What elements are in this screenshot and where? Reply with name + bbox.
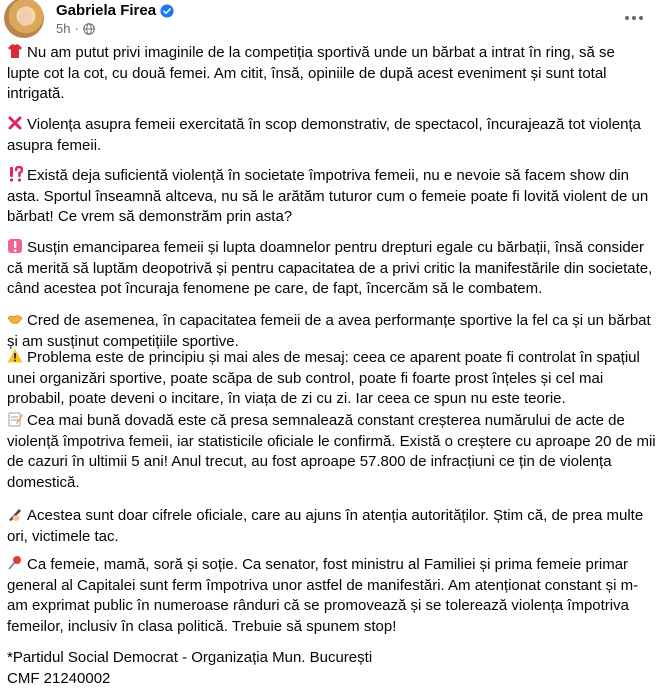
post-text-line xyxy=(7,136,641,157)
post-text: că merită să luptăm deopotrivă și pentru capacitatea de a privi critic la manifestările din societate, xyxy=(7,260,652,277)
post-text: probabil, poate deveni o incitare, în viața de zi cu zi. Iar ceea ce spun nu este teorie. xyxy=(7,390,566,407)
post-text: când acestea pot încuraja fenomene pe care, de fapt, încercăm să le combatem. xyxy=(7,280,542,297)
post-paragraph xyxy=(7,166,648,228)
post-paragraph xyxy=(7,348,640,410)
post-text: asta. Sportul înseamnă altceva, nu să le arătăm tuturor cum o femeie poate fi lovită violent de un xyxy=(7,188,648,205)
globe-icon[interactable] xyxy=(83,23,95,35)
post-text: ori, victimele tac. xyxy=(7,528,119,545)
pushpin-icon xyxy=(7,555,23,571)
post-text-line xyxy=(7,555,638,576)
post-timestamp[interactable]: 5h xyxy=(56,21,70,36)
post-text-line xyxy=(7,576,638,597)
post-text: Violența asupra femeii exercitată în scop demonstrativ, de spectacol, încurajează tot violența xyxy=(27,116,641,133)
post-text: Cea mai bună dovadă este că presa semnalează constant creșterea numărului de acte de xyxy=(27,412,625,429)
post-paragraph xyxy=(7,238,652,300)
post-text-line xyxy=(7,617,638,638)
post-text: intrigată. xyxy=(7,85,65,102)
post-text-line xyxy=(7,84,615,105)
post-text: Cred de asemenea, în capacitatea femeii de a avea performanțe sportive la fel ca și un bărbat xyxy=(27,312,651,329)
writing-hand-icon xyxy=(7,506,23,522)
post-text: de cazuri în ultimii 5 ani! Anul trecut, au fost aproape 57.800 de infracțiuni ce țin de violența xyxy=(7,453,612,470)
post-text-line xyxy=(7,369,640,390)
verified-badge-icon xyxy=(160,4,174,18)
red-shirt-icon xyxy=(7,43,23,59)
post-paragraph xyxy=(7,43,615,105)
post-text: bărbat! Ce vrem să demonstrăm prin asta? xyxy=(7,208,292,225)
post-paragraph xyxy=(7,648,372,689)
post-text-line xyxy=(7,43,615,64)
more-options-icon xyxy=(624,15,644,21)
post-text: am exprimat public în numeroase rânduri că se promovează și se tolerează violența împotriva xyxy=(7,597,629,614)
memo-icon xyxy=(7,411,23,427)
post-text: violență împotriva femeii, iar statisticile oficiale le confirmă. Există o creștere cu aproape 20 de mii xyxy=(7,433,656,450)
post-text-line xyxy=(7,527,643,548)
warning-icon xyxy=(7,348,23,364)
post-text-line xyxy=(7,279,652,300)
post-text: *Partidul Social Democrat - Organizația Mun. București xyxy=(7,649,372,666)
post-text-line xyxy=(7,348,640,369)
post-text-line xyxy=(7,259,652,280)
post-text: general al Capitalei sunt ferm împotriva unor astfel de manifestări. Am atenționat constant și m- xyxy=(7,577,638,594)
post-text: Acestea sunt doar cifrele oficiale, care au ajuns în atenția autorităților. Știm că, de prea multe xyxy=(27,507,643,524)
post-text: asupra femeii. xyxy=(7,137,101,154)
post-text: domestică. xyxy=(7,474,80,491)
exclamation-box-icon xyxy=(7,238,23,254)
post-text: femeilor, inclusiv în clasa politică. Trebuie să spunem stop! xyxy=(7,618,396,635)
post-text-line xyxy=(7,432,656,453)
post-text: Problema este de principiu și mai ales de mesaj: ceea ce aparent poate fi controlat în spațiul xyxy=(27,349,640,366)
avatar[interactable] xyxy=(4,0,44,38)
post-paragraph xyxy=(7,411,656,493)
meta-separator: · xyxy=(74,21,78,36)
post-paragraph xyxy=(7,311,651,352)
post-text-line xyxy=(7,452,656,473)
cross-mark-icon xyxy=(7,115,23,131)
post-text: și am susținut competițiile sportive. xyxy=(7,333,239,350)
post-text-line xyxy=(7,411,656,432)
more-options-button[interactable] xyxy=(620,4,648,32)
post-text-line xyxy=(7,648,372,669)
post-text: CMF 21240002 xyxy=(7,670,110,687)
post-header xyxy=(0,0,661,42)
post-text: lupte cot la cot, cu două femei. Am citit, însă, opiniile de după acest eveniment și sunt total xyxy=(7,65,607,82)
post-text-line xyxy=(7,207,648,228)
post-text-line xyxy=(7,389,640,410)
post-text: Susțin emanciparea femeii și lupta doamnelor pentru drepturi egale cu bărbații, însă consider xyxy=(27,239,644,256)
post-text-line xyxy=(7,238,652,259)
post-paragraph xyxy=(7,506,643,547)
author-row xyxy=(56,2,174,19)
post-text-line xyxy=(7,596,638,617)
post-text-line xyxy=(7,187,648,208)
post-text-line xyxy=(7,506,643,527)
post-text-line xyxy=(7,311,651,332)
author-name[interactable]: Gabriela Firea xyxy=(56,2,156,19)
post-text: unei organizări sportive, poate scăpa de sub control, poate fi foarte prost înțeles și cel mai xyxy=(7,370,603,387)
post-paragraph xyxy=(7,115,641,156)
handshake-icon xyxy=(7,311,23,327)
post-paragraph xyxy=(7,555,638,637)
post-text-line xyxy=(7,115,641,136)
post-text: Nu am putut privi imaginile de la competiția sportivă unde un bărbat a intrat în ring, să se xyxy=(27,44,615,61)
post-meta xyxy=(56,21,95,36)
exclamation-question-icon xyxy=(7,166,23,182)
post-text-line xyxy=(7,473,656,494)
post-text: Există deja suficientă violență în societate împotriva femeii, nu e nevoie să facem show din xyxy=(27,167,629,184)
post-text-line xyxy=(7,669,372,689)
post-text: Ca femeie, mamă, soră și soție. Ca senator, fost ministru al Familiei și prima femeie primar xyxy=(27,556,628,573)
post-text-line xyxy=(7,64,615,85)
post-text-line xyxy=(7,166,648,187)
